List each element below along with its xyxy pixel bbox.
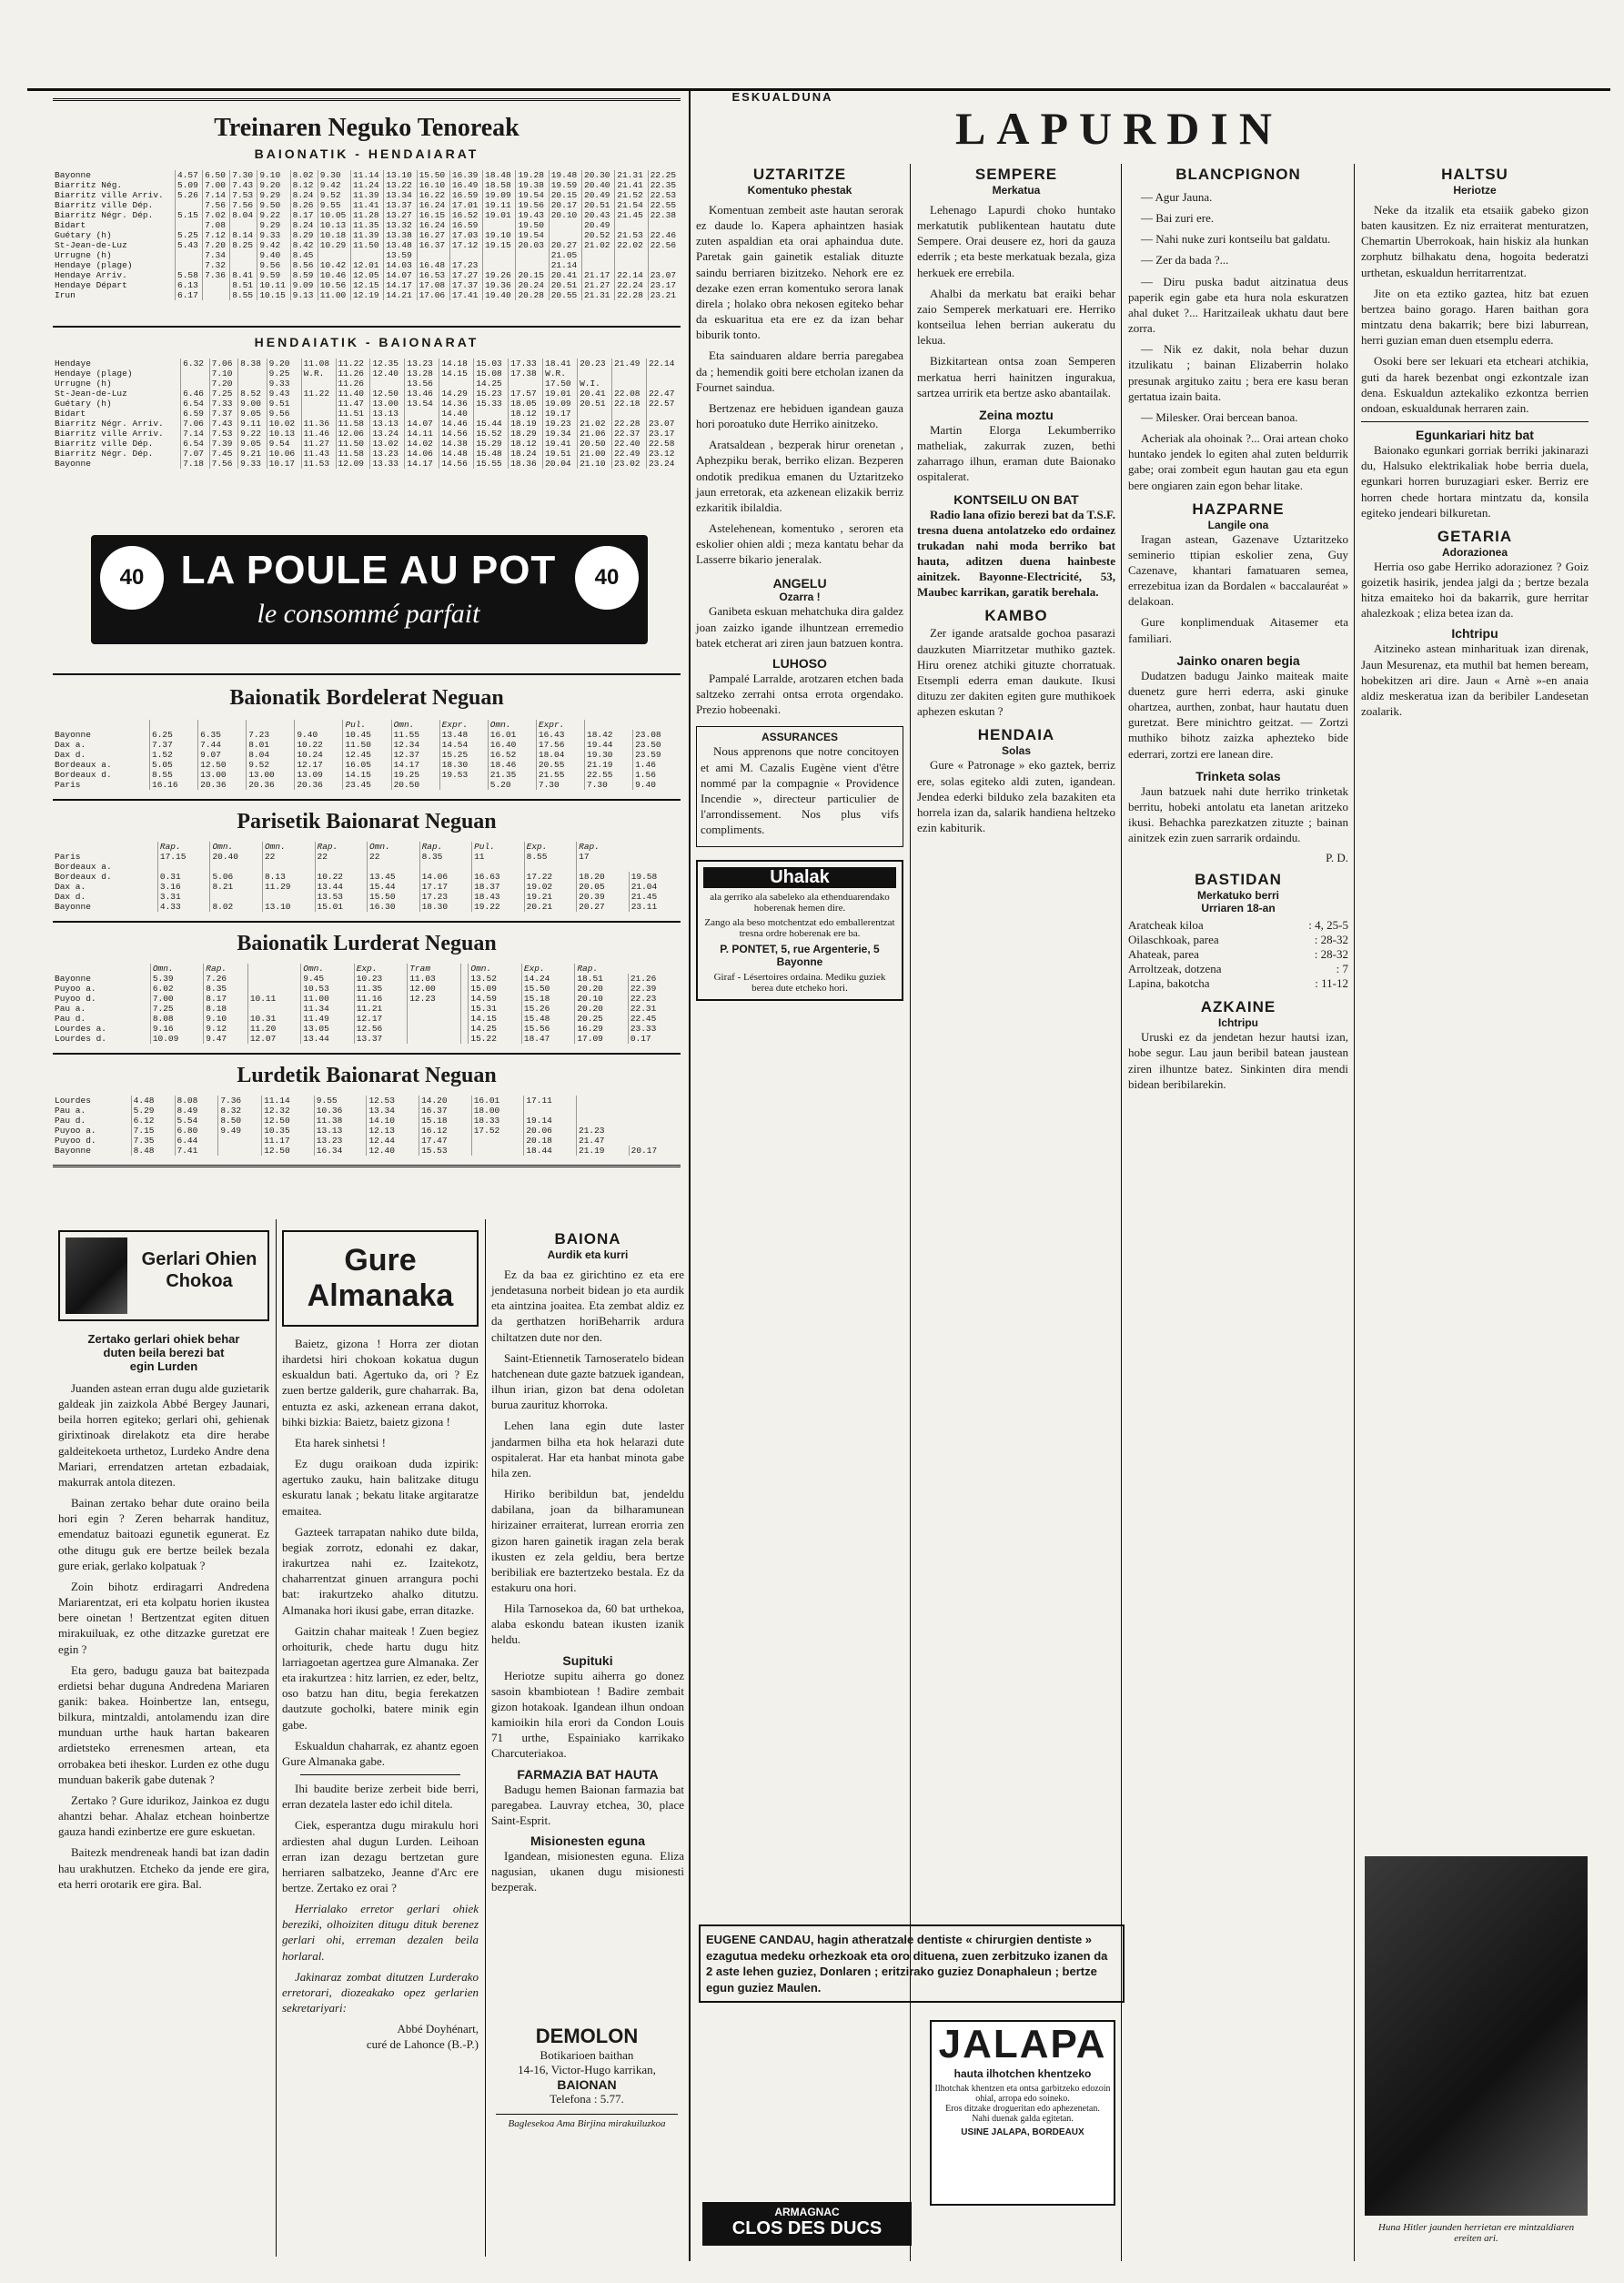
table-row: St-Jean-de-Luz 5.43 7.20 8.25 9.42 8.42 10.29 11.50 13.48 16.37 17.12 19.15 20.03 20.27 21.02 22.02 22.56 — [53, 240, 681, 250]
bordele-title: Baionatik Bordelerat Neguan — [229, 686, 504, 710]
regional-timetables — [53, 673, 681, 1167]
uztaritze-body: Komentuan zembeit aste hautan serorak ez daude lo. Kapera aphaintzen hasiak zuten aspaldian eta orai aphaindua dute. Paretak gain gainetik estaliak dituzte saindu berriaren bizitzeko. Nehork ere ez dezake ezen erran komentuko serora lanak direla ; holako obra nekosen egiteko behar da eskuaritua eta ere ez da izan behar biburik tonto. Eta sainduaren aldare berria paregabea da ; hemendik goiti bere etcholan izanen da Fournet saindua. Bertzenaz ere hebiduen igandean gauza hori poroatuko dute Herriko ainitzeko. Aratsaldean , bezperak hirur orenetan , Aphezpiku berak, berriko elizan. Bezperen ondotik predikua emanen du Uztaritzeko jaun erretorak, eta azkenean elizakik berriz ezkaritik ibilaldia. Astelehenean, komentuko , seroren eta eskolier ohien aldi ; meza kantatu behar da Lasserre bikario jeneralak. — [696, 203, 903, 567]
market-row: Lapina, bakotcha : 11-12 — [1128, 976, 1348, 991]
farmazia-title: FARMAZIA BAT HAUTA — [517, 1766, 659, 1782]
almanaka-column — [282, 1230, 479, 2053]
sempere-sub: Merkatua — [992, 184, 1041, 197]
paris-title: Parisetik Baionarat Neguan — [237, 810, 497, 833]
haltsu-column: HALTSU Heriotze Neke da itzalik eta etsaiik gabeko gizon baten kausitzen. Ez niz erraiterat menturatzen, Chemartin Uberrokoak, hain hiskiz ala hunkan zorphutz bilhakatu dena, hogoita bederatzi urthetan, eskualdun herritarrentzat. Jite on eta eztiko gaztea, hitz bat ezuen bertzea baino gorago. Haren baithan gora mintzatu dena bakarrik; bere bizi laburrean, herri guzian eman duen etsemplu ederra. Osoki bere ser lekuari eta etcheari atchikia, guti da harek bezenbat ongi ezkontzale izan dena. Eskualdun aztekaliko ezkontza berrien ondoan, eskualdunak herraren zain. Egunkariari hitz bat Baionako egunkari gorriak berriki jakinarazi du, Halsuko elektrikaliak hobe berria duela, egunkari horren buruzagiari esker. Berriz ere horren chede hortara mintzatu da, konsila egiteko jendeari bilkuretan. GETARIA Adorazionea Herria oso gabe Herriko adorazionez ? Goiz goizetik hasirik, jendea jalgi da ; bertze bezala hitza emaiteko hoi da bakarrik, gure herritar ahalezkoak ; eliza betea izan da. Ichtripu Aitzineko astean minharituak izan direnak, Jaun Mesurenaz, eta muthil bat hemen beream, hobekitzen ari dire. Jaun « Arnè »-en anaia aldiz meskeratua izan da beribiler Landesetan zoalarik. — [1361, 166, 1589, 719]
zeina-title: Zeina moztu — [979, 407, 1054, 422]
table-row: Biarritz ville Arriv. 7.14 7.53 9.22 10.13 11.46 12.06 13.24 14.11 14.56 15.52 18.29 19.34 21.06 22.37 23.17 — [53, 429, 681, 439]
market-prices — [1128, 918, 1348, 991]
table1-title: BAIONATIK - HENDAIARAT — [254, 146, 479, 161]
table-row: Bordeaux a. — [53, 862, 681, 872]
assurances-box: ASSURANCES Nous apprenons que notre concitoyen et ami M. Cazalis Eugène vient d'être nommé par la compagnie « Providence Incendie », directeur particulier de l'arrondissement. Nos plus vifs compliments. — [696, 726, 903, 847]
table-bordele — [53, 720, 681, 790]
table-row: Bidart 6.59 7.37 9.05 9.56 11.51 13.13 14.40 18.12 19.17 — [53, 409, 681, 419]
kontseilu-body: Radio lana ofizio berezi bat da T.S.F. tresna duena antolatzeko edo ordainez trukadan nahi moda berriko bat hauta, aditzen duena hainbeste ainitzek. Bayonne-Electricité, 53, Maubec karrikan, garatik berehala. — [917, 507, 1115, 600]
lurdetik-title: Lurdetik Baionarat Neguan — [237, 1064, 497, 1087]
lurde-title: Baionatik Lurderat Neguan — [237, 932, 497, 955]
misionest-title: Misionesten eguna — [530, 1833, 646, 1848]
table-row: Hendaye Départ 6.13 8.51 10.11 9.09 10.56 12.15 14.17 17.08 17.37 19.36 20.24 20.51 21.27 22.24 23.17 — [53, 280, 681, 290]
hendaia-body: Gure « Patronage » eko gaztek, berriz ere, solas egiteko aldi zuten, igandean. Jendea ederki bilduko zela bazakiten eta horrela izan da, salarik handiena heltzeko ezin kabiturik. — [917, 758, 1115, 834]
market-row: Aratcheak kiloa : 4, 25-5 — [1128, 918, 1348, 933]
table-row: Hendaye (plage) 7.32 9.56 8.56 10.42 12.01 14.03 16.48 17.23 21.14 — [53, 260, 681, 270]
table-row: Biarritz ville Dép. 7.56 7.56 9.50 8.26 9.55 11.41 13.37 16.24 17.01 19.11 19.56 20.17 20.51 21.54 22.55 — [53, 200, 681, 210]
table-baionatik-hendaiarat — [53, 170, 681, 300]
timetable-title: Treinaren Neguko Tenoreak — [214, 114, 519, 142]
egunkariari-body: Baionako egunkari gorriak berriki jakinarazi du, Halsuko elektrikaliak hobe berria duela, egunkari horren buruzagiari esker. Berriz ere horren chede hortara mintzatu da, konsila egiteko jendeari bilkuretan. — [1361, 443, 1589, 520]
hitler-photo — [1365, 1856, 1588, 2216]
table-row: Dax a. 7.37 7.44 8.01 10.22 11.50 12.34 14.54 16.40 17.56 19.44 23.50 — [53, 740, 681, 750]
jainko-title: Jainko onaren begia — [1176, 652, 1300, 668]
baiona-title: BAIONA — [554, 1230, 621, 1248]
hazparne-sub: Langile ona — [1207, 518, 1269, 531]
gerlari-body: Juanden astean erran dugu alde guzietarik galdeak jin zaizkola Abbé Bergey Jaunari, beila horren egiteko; gerlari ohi, gehienak girixtinoak direlakotz eta dire herabe galdeitekoeta urthetoz, Lurdeko Andre dena Mariari, errendatzen artetan ezbadaiak, makurrak antola ditezen. Bainan zertako behar dute oraino beila hori egin ? Zeren beharrak handituz, emendatuz baitoazi egunetik egunerat. Ez othe ditugu guk ere bertze beilek bezala gure eriak, gerlako kolpatuak ? Zoin bihotz erdiragarri Andredena Mariarentzat, eri eta kolpatu horien ikustea bere oinetan ! Bertzentzat egiten dituen mirakuiluak, ez othe ditzazke guretzat ere egin ? Eta gero, badugu gauza bat baitezpada erdietsi behar duguna Andredena Mariaren ganik: bakea. Hoinbertze lan, entsegu, bilkura, mintzaldi, antolamendu izan dire munduan urthe hauk hartan bakearen ardietsteko errenesmen artean, eta orrobakea beti iheskor. Lurden ez othe dugu munduan bakerik gabe dutenak ? Zertako ? Gure idurikoz, Jainkoa ez dugu ahantzi behar. Ahalaz etchean hoinbertze gauza handi ezinbertze ere gure eskuetan. Baitezk mendreneak handi bat izan dadin hau urakhutzen. Etcheko da jende ere gira, eta herri orotarik ere gira. Bal. — [58, 1381, 269, 1891]
table-row: Paris 17.15 20.40 22 22 22 8.35 11 8.55 17 — [53, 852, 681, 862]
table-row: Lourdes 4.48 8.08 7.36 11.14 9.55 12.53 14.20 16.01 17.11 — [53, 1096, 681, 1106]
luhoso-title: LUHOSO — [772, 655, 827, 671]
uhalak-ad: Uhalak ala gerriko ala sabeleko ala ethenduarendako hoberenak hemen dire. Zango ala beso motchentzat edo emballerentzat tresna ordre hoberenak ere ba. P. PONTET, 5, rue Argenterie, 5 Bayonne Giraf - Lésertoires ordaina. Mediku guziek berea dute etcheko hori. — [696, 860, 903, 1001]
table-row: Biarritz Nég. 5.09 7.00 7.43 9.20 8.12 9.42 11.24 13.22 16.10 16.49 18.58 19.38 19.59 20.40 21.41 22.35 — [53, 180, 681, 190]
table-row: Guétary (h) 5.25 7.12 8.14 9.33 8.29 10.18 11.39 13.38 16.27 17.03 19.10 19.54 20.52 21.53 22.46 — [53, 230, 681, 240]
egunkariari-title: Egunkariari hitz bat — [1416, 428, 1534, 443]
timetable-block — [53, 98, 681, 469]
table-header-row: Pul. Omn. Expr. Omn. Expr. — [53, 720, 681, 730]
table-row: Pau a. 7.25 8.18 11.34 11.21 15.31 15.26 20.20 22.31 — [53, 1004, 681, 1014]
table-row: Biarritz Négr. Dép. 5.15 7.02 8.04 9.22 8.17 10.05 11.28 13.27 16.15 16.52 19.01 19.43 20.10 20.43 21.45 22.38 — [53, 210, 681, 220]
column-divider — [689, 91, 691, 2261]
table-row: Bayonne 4.33 8.02 13.10 15.01 16.30 18.30 19.22 20.21 20.27 23.11 — [53, 902, 681, 912]
table-row: Pau a. 5.29 8.49 8.32 12.32 10.36 13.34 16.37 18.00 — [53, 1106, 681, 1116]
ad-headline: LA POULE AU POT — [180, 548, 557, 592]
almanaka-title: Gure Almanaka — [282, 1230, 479, 1327]
table-row: Bordeaux d. 8.55 13.00 13.00 13.09 14.15 19.25 19.53 21.35 21.55 22.55 1.56 — [53, 770, 681, 780]
table-row: Puyoo d. 7.35 6.44 11.17 13.23 12.44 17.47 20.18 21.47 — [53, 1136, 681, 1146]
sempere-title: SEMPERE — [974, 166, 1058, 183]
angelu-title: ANGELU — [772, 576, 827, 591]
table-lurde — [53, 964, 681, 1044]
table-row: Biarritz Négr. Dép. 7.07 7.45 9.21 10.06 11.43 11.58 13.23 14.06 14.48 15.48 18.24 19.51 21.00 22.49 23.12 — [53, 449, 681, 459]
table-paris — [53, 842, 681, 912]
hazparne-title: HAZPARNE — [1192, 500, 1285, 518]
table-row: Bayonne 6.25 6.35 7.23 9.40 10.45 11.55 13.48 16.01 16.43 18.42 23.08 — [53, 730, 681, 740]
table-row: Dax a. 3.16 8.21 11.29 13.44 15.44 17.17 18.37 19.02 20.05 21.04 — [53, 882, 681, 892]
angelu-body: Ganibeta eskuan mehatchuka dira galdez joan zaizko igande ilhuntzean erremedio batek etcherat ari ziren jaun batzuen kontra. — [696, 604, 903, 650]
table-row: Lourdes d. 10.09 9.47 12.07 13.44 13.37 15.22 18.47 17.09 0.17 — [53, 1034, 681, 1044]
price-badge-right: 40 — [575, 546, 639, 610]
jainko-body: Dudatzen badugu Jainko maiteak maite duenetz gure herri ederra, aski ginuke ohartzea, aurthen, zonbat, haur hautatu duen guretzat. Bere minichtro geitzat. — Zortzi muthiko bihotz zaizka aphezteko bide ederrari, zortzi ere lanean dire. — [1128, 668, 1348, 761]
table-row: Bordeaux d. 0.31 5.06 8.13 10.22 13.45 14.06 16.63 17.22 18.20 19.58 — [53, 872, 681, 882]
luhoso-body: Pampalé Larralde, arotzaren etchen bada saltzeko zerrahi ontsa errota orgendako. Prezio hobeenaki. — [696, 671, 903, 717]
baiona-sub: Aurdik eta kurri — [547, 1248, 629, 1261]
table-lurdetik — [53, 1096, 681, 1156]
hendaia-sub: Solas — [1001, 744, 1031, 758]
zeina-body: Martin Elorga Lekumberriko matheliak, zakurrak zuzen, bethi zaharrago ilhun, eraman dute Baionako ospitalerat. — [917, 422, 1115, 484]
uztaritze-column — [696, 166, 903, 1001]
getaria-title: GETARIA — [1437, 527, 1513, 545]
azkaine-title: AZKAINE — [1200, 998, 1276, 1016]
table2-title: HENDAIATIK - BAIONARAT — [254, 335, 479, 349]
blancpignon-body: — Agur Jauna. — Bai zuri ere. — Nahi nuke zuri kontseilu bat galdatu. — Zer da bada ?... — Diru puska badut aitzinatua deus paperik egin gabe eta hura nola eskuratzen ahal duket ?... Haritzaileak ukhatu daut bere zorra. — Nik ez dakit, nola behar duzun itzulikatu ; bainan Elizaberrin holako presunak argituko zaitu ; bera ere kasu beran gertatua izain baita. — Milesker. Orai bercean banoa. Acheriak ala ohoinak ?... Orai artean choko huntako jendek lo egiten ahal zuten beldurrik gabe; orai zombeit egun hautan gau eta egun bere ongiaren zain egon behar litake. — [1128, 190, 1348, 492]
trinketa-title: Trinketa solas — [1195, 768, 1281, 783]
table-row: Dax d. 1.52 9.07 8.04 10.24 12.45 12.37 15.25 16.52 18.04 19.30 23.59 — [53, 750, 681, 760]
angelu-sub: Ozarra ! — [779, 591, 821, 604]
gerlari-head: Zertako gerlari ohiek behar duten beila berezi bat egin Lurden — [87, 1332, 240, 1373]
table-row: Hendaye 6.32 7.06 8.38 9.20 11.08 11.22 12.35 13.23 14.18 15.03 17.33 18.41 20.23 21.49 22.14 — [53, 359, 681, 369]
haltsu-body: Neke da itzalik eta etsaiik gabeko gizon baten kausitzen. Ez niz erraiterat menturatzen, Chemartin Uberrokoak, hain hiskiz ala hunkan zorphutz bilhakatu dena, hogoita bederatzi urthetan, eskualdun herritarrentzat. Jite on eta eztiko gaztea, hitz bat ezuen bertzea baino gorago. Haren baithan gora mintzatu dena bakarrik; bere bizi laburrean, herri guzian eman duen etsemplu ederra. Osoki bere ser lekuari eta etcheari atchikia, guti da harek bezenbat ongi ezkontzale izan dena. Eskualdun aztekaliko ezkontza berrien ondoan, eskualdunak herraren zain. — [1361, 203, 1589, 415]
armagnac-ad: ARMAGNAC CLOS DES DUCS — [702, 2202, 912, 2246]
table-row: Bayonne 4.57 6.50 7.30 9.10 8.02 9.30 11.14 13.10 15.50 16.39 18.48 19.28 19.48 20.30 21.31 22.25 — [53, 170, 681, 180]
table-row: Bayonne 8.48 7.41 12.50 16.34 12.40 15.53 18.44 21.19 20.17 — [53, 1146, 681, 1156]
table-row: Bayonne 7.18 7.56 9.33 10.17 11.53 12.09 13.33 14.17 14.56 15.55 18.36 20.04 21.10 23.02 23.24 — [53, 459, 681, 469]
farmazia-body: Badugu hemen Baionan farmazia bat paregabea. Lauvray etchea, 30, place Saint-Esprit. — [491, 1782, 684, 1827]
supituki-title: Supituki — [562, 1652, 613, 1668]
table-row: Urrugne (h) 7.20 9.33 11.26 13.56 14.25 17.50 W.I. — [53, 379, 681, 389]
table-row: Irun 6.17 8.55 10.15 9.13 11.00 12.19 14.21 17.06 17.41 19.40 20.28 20.55 21.31 22.28 23.21 — [53, 290, 681, 300]
table-hendaiatik-baionarat — [53, 359, 681, 469]
table-row: Bayonne 5.39 7.26 9.45 10.23 11.03 13.52 14.24 18.51 21.26 — [53, 974, 681, 984]
candau-ad: EUGENE CANDAU, hagin atheratzale dentiste « chirurgien dentiste » ezagutua medeku orhezkoak eta oro dituena, zuen zerbitzuko izanen da 2 aste lehen guziez, Donlaren ; eritzirako guziez Donaphaleun ; bertze egun guziez Maulen. — [699, 1924, 1125, 2003]
photo-caption: Huna Hitler jaunden herrietan ere mintzaldiaren ereiten ari. — [1377, 2222, 1575, 2244]
table-row: Hendaye (plage) 7.10 9.25 W.R. 11.26 12.40 13.28 14.15 15.08 17.38 W.R. — [53, 369, 681, 379]
market-row: Oilaschkoak, parea : 28-32 — [1128, 933, 1348, 947]
table-row: Urrugne (h) 7.34 9.40 8.45 13.59 21.05 — [53, 250, 681, 260]
market-row: Arroltzeak, dotzena : 7 — [1128, 962, 1348, 976]
table-row: Biarritz Négr. Arriv. 7.06 7.43 9.11 10.02 11.36 11.58 13.13 14.07 14.46 15.44 18.19 19.23 21.02 22.28 23.07 — [53, 419, 681, 429]
soldier-illustration — [66, 1237, 127, 1314]
table-row: St-Jean-de-Luz 6.46 7.25 8.52 9.43 11.22 11.40 12.50 13.46 14.29 15.23 17.57 19.01 20.41 22.08 22.47 — [53, 389, 681, 399]
table-row: Puyoo a. 6.02 8.35 10.53 11.35 12.00 15.09 15.50 20.20 22.39 — [53, 984, 681, 994]
hendaia-title: HENDAIA — [977, 726, 1055, 744]
jalapa-ad: JALAPA hauta ilhotchen khentzeko Ilhotchak khentzen eta ontsa garbitzeko edozoin ohial, arropa edo soineko. Eros ditzake drogueritan edo aphezenetan. Nahi duenak galda egitetan. USINE JALAPA, BORDEAUX — [930, 2020, 1115, 2206]
haltsu-sub: Heriotze — [1453, 184, 1497, 197]
ad-poule-au-pot — [91, 535, 648, 644]
blancpignon-column: BLANCPIGNON — Agur Jauna. — Bai zuri ere. — Nahi nuke zuri kontseilu bat galdatu. — Zer da bada ?... — Diru puska badut aitzinatua deus paperik egin gabe eta hura nola eskuratzen ahal duket ?... Haritzaileak ukhatu daut bere zorra. — Nik ez dakit, nola behar duzun itzulikatu ; bainan Elizaberrin holako presunak argituko zaitu ; bera ere kasu beran gertatua izain baita. — Milesker. Orai bercean banoa. Acheriak ala ohoinak ?... Orai artean choko huntako jendek lo egiten ahal zuten beldurrik gabe; orai zombeit egun hautan gau eta egun bere ongiaren zain egon behar litake. HAZPARNE Langile ona Iragan astean, Gazenave Uztaritzeko seminerio ttipian eskolier zena, Guy Cazenave, khantari famatuaren semea, errezebitua izan da Bordalen « baccalauréat » delakoan. Gure konplimenduak Aitasemer eta familiari. Jainko onaren begia Dudatzen badugu Jainko maiteak maite duenetz gure herri ederra, aski ginuke ohartzea, aurthen, zonbat, haur hautatu duen guretzat. Bere minichtro geitzat. — Zortzi muthiko bihotz zaizka aphezteko bide ederrari, zortzi ere lanean dire. Trinketa solas Jaun batzuek nahi dute herriko trinketak berritu, hobeki antolatu eta lanetan aritzeko ikusi. Behachka parezkatzen zituzte ; bainan ainitzek ezin zuen sarrarik ordaindu. P. D. BASTIDAN Merkatuko berri Urriaren 18-an Aratcheak kiloa : 4, 25-5 Oilaschkoak, parea : 28-32 Ahateak, parea : 28-32 Arroltzeak, dotzena : 7 Lapina, bakotcha : 11-12 AZKAINE Ichtripu Uruski ez da jendetan hezur hautsi izan, hobe segur. Lau jaun beribil batean jaustean ziren ilhuntze batez. Sinkinten dira mendi bidean beribilarekin. — [1128, 166, 1348, 1091]
table-row: Puyoo d. 7.00 8.17 10.11 11.00 11.16 12.23 14.59 15.18 20.10 22.23 — [53, 994, 681, 1004]
kontseilu-title: KONTSEILU ON BAT — [953, 491, 1079, 507]
almanaka-body: Baietz, gizona ! Horra zer diotan ihardetsi hiri chokoan kokatua dugun eskualdun bati. Agertuko da, ori ? Ez zuen bertze galderik, gure chaharrak. Ba, entuzta ez aski, azkenean errana dakot, bihki bizkia: Baietz, baietz gizona ! Eta harek sinhetsi ! Ez dugu oraikoan duda izpirik: agertuko zauku, hain balitzake ditugu eskuratu lanak ; bekatu litake argitaratze emaitea. Gazteek tarrapatan nahiko dute bilda, begiak zorrotz, edonahi ez dakar, irakurtzea nahi ez. Izaitekotz, chaharrentzat ginuen arrangura pochi bat: irakurtzeko ahalko ditutzu. Almanaka hori ikusi gabe, erran ditazke. Gaitzin chahar maiteak ! Zuen begiez orhoiturik, chede hartu dugu hitz larriagoetan agertzea gure Almanaka. Zer eta irakurtzea : hitz larrien, ez eder, beltz, oso batzu han ditu, begia ferekatzen dautzute gocholki, batere minik egin gabe. Eskualdun chaharrak, ez ahantz egoen Gure Almanaka gabe. Ihi baudite berize zerbeit bide berri, erran dezatela laster edo ichil ditela. Ciek, esperantza dugu mirakulu hori ardiesten ahal dugun Lurden. Leihoan erran izan dezagu bertzetan gure herriaren salbatzeko, Jeanne d'Arc ere bertze. Zertako ez orai ? Herrialako erretor gerlari ohiek bereziki, olhoiziten ditugu dituk berenez gerlari ohi, erreman dezalen beila horlaral. Jakinaraz zombat ditutzen Lurderako erretorari, diozeakako opez gerlarien sekretariyari: Abbé Doyhénart, curé de Lahonce (B.-P.) — [282, 1337, 479, 2052]
demolon-ad: DEMOLON Botikarioen baithan 14-16, Victor-Hugo karrikan, BAIONAN Telefona : 5.77. Baglesekoa Ama Birjina mirakuiluzkoa — [496, 2025, 678, 2129]
pd-signer: P. D. — [1326, 851, 1348, 865]
baiona-column — [491, 1230, 684, 1900]
haltsu-title: HALTSU — [1441, 166, 1508, 183]
ichtripu-title: Ichtripu — [1451, 626, 1498, 641]
sempere-column — [917, 166, 1115, 841]
ichtripu-body: Aitzineko astean minharituak izan direnak, Jaun Mesurenaz, eta muthil bat hemen beream, hobekitzen ari dire. Jaun « Arnè »-en anaia aldiz meskeratua izan da beribiler Landesetan zoalarik. — [1361, 641, 1589, 719]
trinketa-body: Jaun batzuek nahi dute herriko trinketak berritu, hobeki antolatu eta lanetan aritzeko ikusi. Behachka parezkatzen zituzte ; bainan ainitzek ezin zuen sarrarik ordaindu. — [1128, 783, 1348, 845]
table-row: Lourdes a. 9.16 9.12 11.20 13.05 12.56 14.25 15.56 16.29 23.33 — [53, 1024, 681, 1034]
gerlari-box-title: Gerlari Ohien Chokoa — [141, 1249, 257, 1291]
table-header-row: Rap. Omn. Omn. Rap. Omn. Rap. Pul. Exp. Rap. — [53, 842, 681, 852]
azkaine-body: Uruski ez da jendetan hezur hautsi izan, hobe segur. Lau jaun beribil batean jaustean ziren ilhuntze batez. Sinkinten dira mendi bidean beribilarekin. — [1128, 1030, 1348, 1091]
table-row: Puyoo a. 7.15 6.80 9.49 10.35 13.13 12.13 16.12 17.52 20.06 21.23 — [53, 1126, 681, 1136]
table-row: Guétary (h) 6.54 7.33 9.00 9.51 11.47 13.00 13.54 14.36 15.33 18.05 19.09 20.51 22.18 22.57 — [53, 399, 681, 409]
section-title: LAPURDIN — [955, 103, 1283, 154]
gerlari-column — [58, 1230, 269, 1897]
ad-tagline: le consommé parfait — [257, 599, 480, 629]
paper-name: ESKUALDUNA — [731, 90, 833, 104]
kambo-title: KAMBO — [984, 607, 1048, 625]
column-divider — [485, 1219, 486, 2257]
gerlari-title-box — [58, 1230, 269, 1321]
uztaritze-sub: Komentuko phestak — [747, 184, 852, 197]
blancpignon-title: BLANCPIGNON — [1175, 166, 1301, 183]
misionest-body: Igandean, misionesten eguna. Eliza nagusian, ukanen dugu misionesti bezperak. — [491, 1849, 684, 1894]
table-row: Pau d. 8.08 9.10 10.31 11.49 12.17 14.15 15.48 20.25 22.45 — [53, 1014, 681, 1024]
price-badge-left: 40 — [100, 546, 164, 610]
column-divider — [276, 1219, 277, 2257]
table-header-row: Omn. Rap. Omn. Exp. Tram Omn. Exp. Rap. — [53, 964, 681, 974]
table-row: Hendaye Arriv. 5.58 7.36 8.41 9.59 8.59 10.46 12.05 14.07 16.53 17.27 19.26 20.15 20.41 21.17 22.14 23.07 — [53, 270, 681, 280]
getaria-body: Herria oso gabe Herriko adorazionez ? Goiz goizetik hasirik, jendea jalgi da ; bertze bezala hitza emaiteko hoi da bakarrik, gure herritar ahalezkoak ; eliza betea izan da. — [1361, 559, 1589, 621]
kambo-body: Zer igande aratsalde gochoa pasarazi dauzkuten Miarritzetar muthiko gaztek. Hiru orenez atchiki gituzte chorratuak. Etsempli ederra eman daukute. Ikusi dituzu zer dakiten egiten gure muthikoek aphezen eskutan ? — [917, 626, 1115, 719]
table-row: Bidart 7.08 9.29 8.24 10.13 11.35 13.32 16.24 16.59 19.50 20.49 — [53, 220, 681, 230]
table-row: Dax d. 3.31 13.53 15.50 17.23 18.43 19.21 20.39 21.45 — [53, 892, 681, 902]
table-row: Biarritz ville Arriv. 5.26 7.14 7.53 9.29 8.24 9.52 11.39 13.34 16.22 16.59 19.09 19.54 20.15 20.49 21.52 22.53 — [53, 190, 681, 200]
market-row: Ahateak, parea : 28-32 — [1128, 947, 1348, 962]
table-row: Bordeaux a. 5.05 12.50 9.52 12.17 16.05 14.17 18.30 18.46 20.55 21.19 1.46 — [53, 760, 681, 770]
uztaritze-title: UZTARITZE — [752, 166, 847, 183]
table-row: Pau d. 6.12 5.54 8.50 12.50 11.38 14.10 15.18 18.33 19.14 — [53, 1116, 681, 1126]
supituki-body: Heriotze supitu aiherra go donez sasoin kbambiotean ! Badire zembait gizon hotakoak. Igandean ilhun ondoan kamioikin hila erori da Condon Louis 71 urthe, Espainiako karrikako Charcuteriakoa. — [491, 1668, 684, 1761]
sempere-body: Lehenago Lapurdi choko huntako merkatutik publikentean hautatu dute Sempere. Orai deusere ez, hori da gauza ederrik ; eta beste merkatuak bezala, giza herkuek ere errebila. Ahalbi da merkatu bat eraiki behar zaio Semperek merkatuari ere. Herriko kontseilua lehen berrian aukeratu du lekua. Bizkitartean ontsa zoan Semperen merkatua herri hainitzen ingurakua, sartzea urririk eta bertze asko abantailak. — [917, 203, 1115, 399]
table-row: Biarritz ville Dép. 6.54 7.39 9.05 9.54 11.27 11.50 13.02 14.02 14.38 15.29 18.12 19.41 20.50 22.40 22.58 — [53, 439, 681, 449]
baiona-body: Ez da baa ez girichtino ez eta ere jendetasuna norbeit bidean jo eta aurdik eta aintzina joaitea. Eta zembat aldiz ez da gerthatzen horiBeharrik ardura chiltatzen dute nor den. Saint-Etiennetik Tarnoseratelo bidean hatchenean dute gazte batzuek igandean, ilhun irian, gizon bat dena odoletan burua zaurituz khorroka. Lehen lana egin dute laster jandarmen bilha eta hok helarazi dute ospitalerat. Har eta hanbat minota gabe hila zen. Hiriko beribildun bat, jendeldu dabilana, joan da bilharamunean hirizainer erraiterat, lurrean erorria zen gizon haren gainetik iragan zela berak ikusten ez zela geldiu, bera bertze beribiliak ere baztertzeko bestala. Ez da estakuru ona hori. Hila Tarnosekoa da, 60 bat urthekoa, alaba eskondu batean ikusten izanik heldu. — [491, 1268, 684, 1647]
bastidan-title: BASTIDAN — [1195, 871, 1282, 889]
column-divider — [1354, 164, 1355, 2261]
table-row: Paris 16.16 20.36 20.36 20.36 23.45 20.50 5.20 7.30 7.30 9.40 — [53, 780, 681, 790]
